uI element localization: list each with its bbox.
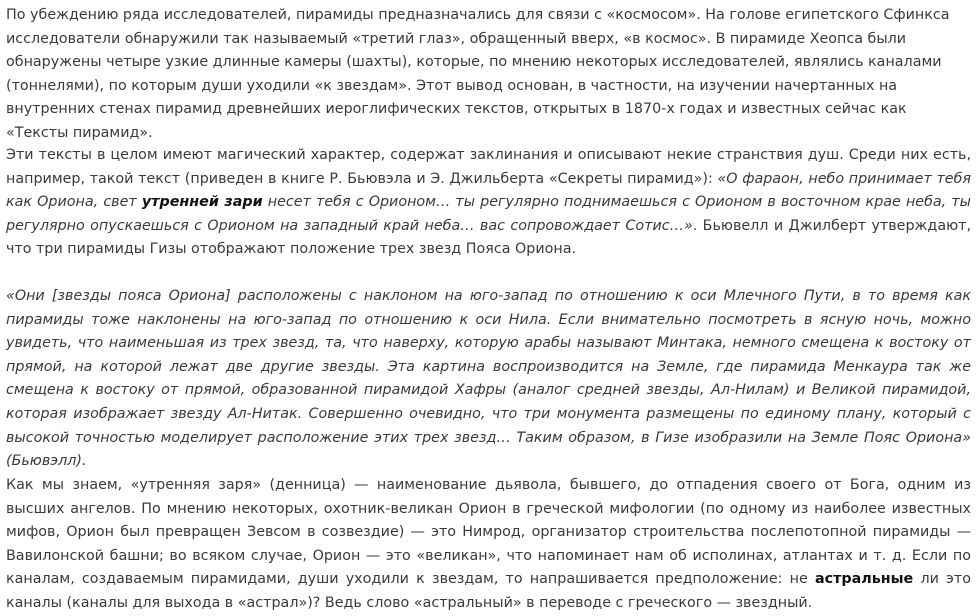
paragraph-4-text-a: Как мы знаем, «утренняя заря» (денница) — наименование дьявола, бывшего, до отпадения своего от Бога, одним из высших ангелов. По мнению некоторых, охотник-великан Орион в греческой мифологии (по одному из наиболее известных мифов, Орион был превращен Зевсом в созвездие) — это Нимрод, организатор строительства послепотопной пирамиды — Вавилонской башни; во всяком случае, Орион — это «великан», что напоминает нам об исполинах, атлантах и т. д. Если по каналам, создаваемым пирамидами, души уходили к звездам, то напрашивается предположение: не — [6, 477, 971, 588]
paragraph-4-text-b: ли это каналы (каналы для выхода в «астрал»)? Ведь слово «астральный» в переводе с греческого — звездный. — [6, 571, 971, 611]
paragraph-2-intro: Эти тексты в целом имеют магический характер, содержат заклинания и описывают некие странствия душ. Среди них есть, например, такой текст (приведен в книге Р. Бьювэла и Э. Джильберта «Секреты пирамид»): — [6, 147, 971, 187]
quote-part-b: несет тебя с Орионом… ты регулярно поднимаешься с Орионом в восточном крае неба, ты регулярно опускаешься с Орионом на западный край неба… вас сопровождает Сотис…» — [6, 194, 971, 234]
paragraph-2 — [6, 144, 971, 262]
orion-quote-paragraph: «Они [звезды пояса Ориона] расположены с наклоном на юго-запад по отношению к оси Млечного Пути, в то время как пирамиды тоже наклонены на юго-запад по отношению к оси Нила. Если внимательно посмотреть в ясную ночь, можно увидеть, что наименьшая из трех звезд, та, что наверху, которую арабы называют Минтака, немного смещена к востоку от прямой, на которой лежат две другие звезды. Эта картина воспроизводится на Земле, где пирамида Менкаура так же смещена к востоку от прямой, образованной пирамидой Хафры (аналог средней звезды, Ал-Нилам) и Великой пирамидой, которая изображает звезду Ал-Нитак. Совершенно очевидно, что три монумента размещены по единому плану, который с высокой точностью моделирует расположение этих трех звезд… Таким образом, в Гизе изобразили на Земле Пояс Ориона» (Бьювэлл). — [6, 288, 971, 470]
paragraph-2-outro: . Бьювелл и Джилберт утверждают, что три пирамиды Гизы отображают положение трех звезд Пояса Ориона. — [6, 217, 971, 258]
quote-part-a: «О фараон, небо принимает тебя как Ориона, свет — [6, 170, 971, 211]
highlight-astral: астральные — [814, 571, 914, 588]
highlight-morning-star: утренней зари — [141, 194, 263, 211]
paragraph-4 — [6, 474, 971, 616]
paragraph-1: По убеждению ряда исследователей, пирамиды предназначались для связи с «космосом». На голове египетского Сфинкса исследователи обнаружили так называемый «третий глаз», обращенный вверх, «в космос». В пирамиде Хеопса были обнаружены четыре узкие длинные камеры (шахты), которые, по мнению некоторых исследователей, являлись каналами (тоннелями), по которым души уходили «к звездам». Этот вывод основан, в частности, на изучении начертанных на внутренних стенах пирамид древнейших иероглифических текстов, открытых в 1870-х годах и известных сейчас как «Тексты пирамид». — [6, 7, 950, 141]
